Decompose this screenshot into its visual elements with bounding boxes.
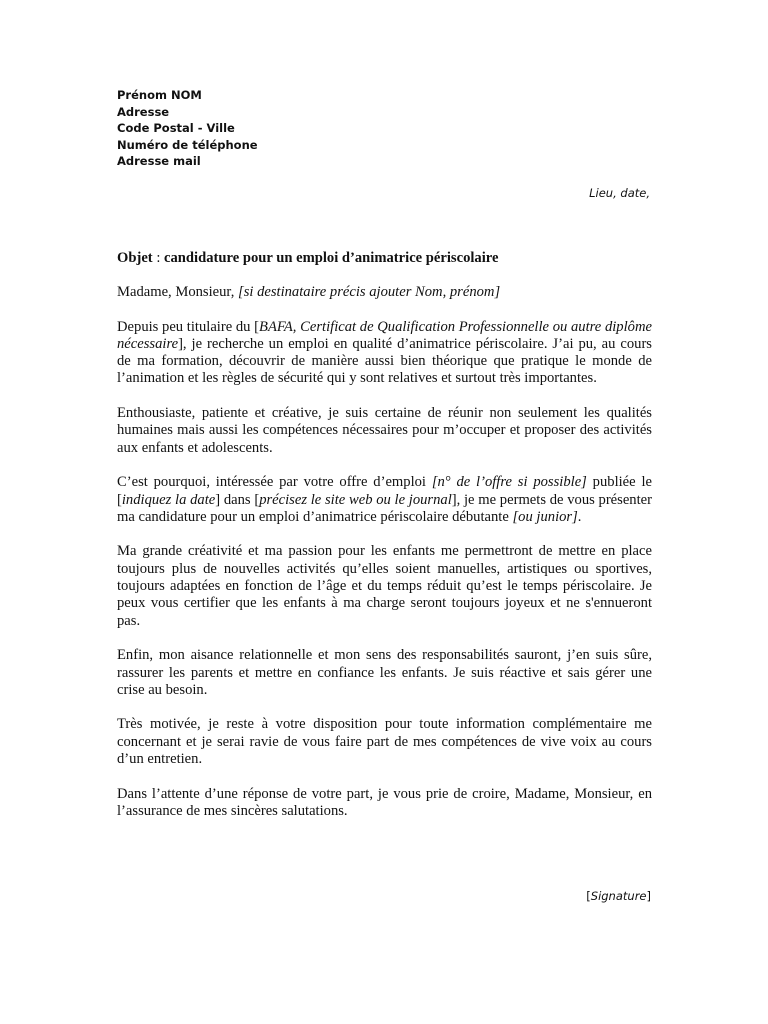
- paragraph-5: Enfin, mon aisance relationnelle et mon sens des responsabilités sauront, j’en suis sûre, rassurer les parents et mettre en confiance les enfants. Je suis réactive et sais gérer une crise au besoin.: [117, 647, 652, 698]
- sender-email: Adresse mail: [117, 154, 201, 168]
- subject-text: candidature pour un emploi d’animatrice périscolaire: [164, 250, 499, 266]
- paragraph-4: Ma grande créativité et ma passion pour les enfants me permettront de mettre en place toujours plus de nouvelles activités qu’elles soient manuelles, artistiques ou sportives, toujours adaptées en fonction de l’âge et du temps réduit qu’est le temps périscolaire. Je peux vous certifier que les enfants à ma charge seront toujours joyeux et ne s'ennueront pas.: [117, 543, 652, 629]
- sender-address: Adresse: [117, 104, 170, 119]
- place-date: Lieu, date,: [589, 186, 650, 200]
- paragraph-3-text-g: ], je me permets de vous présenter ma candidature pour un emploi d’animatrice périscolaire débutante: [117, 491, 652, 525]
- sender-phone: Numéro de téléphone: [117, 137, 258, 152]
- paragraph-3-placeholder-source: précisez le site web ou le journal: [259, 491, 452, 508]
- paragraph-3-placeholder-offer: [n° de l’offre si possible]: [431, 474, 587, 491]
- paragraph-3: [117, 474, 652, 526]
- salutation: [117, 284, 652, 301]
- paragraph-3-placeholder-level: [ou junior]: [512, 508, 578, 525]
- paragraph-3-text-a: C’est pourquoi, intéressée par votre offre d’emploi: [117, 474, 432, 491]
- sender-name: Prénom NOM: [117, 88, 202, 102]
- signature-placeholder: [586, 889, 651, 903]
- signature-open-bracket: [: [586, 889, 591, 903]
- paragraph-2: Enthousiaste, patiente et créative, je suis certaine de réunir non seulement les qualités humaines mais aussi les compétences nécessaires pour m’occuper et proposer des activités aux enfants et adolescents.: [117, 405, 652, 456]
- paragraph-1-text-c: ], je recherche un emploi en qualité d’animatrice périscolaire. J’ai pu, au cours de ma formation, découvrir de manière aussi bien théorique que pratique le monde de l’animation et les règles de sécurité qui y sont relatives et surtout très importantes.: [117, 335, 652, 387]
- paragraph-3-placeholder-date: indiquez la date: [121, 491, 216, 508]
- paragraph-3-text-i: .: [577, 508, 582, 525]
- salutation-text: Madame, Monsieur,: [117, 284, 239, 301]
- sender-block: [117, 87, 258, 170]
- paragraph-3-text-c: publiée le [: [117, 474, 652, 508]
- paragraph-7: Dans l’attente d’une réponse de votre part, je vous prie de croire, Madame, Monsieur, en l’assurance de mes sincères salutations.: [117, 785, 652, 819]
- paragraph-1-text-a: Depuis peu titulaire du [: [117, 318, 260, 335]
- paragraph-3-text-e: ] dans [: [215, 491, 260, 508]
- subject-label: Objet: [117, 250, 153, 266]
- paragraph-6: Très motivée, je reste à votre disposition pour toute information complémentaire me concernant et je serai ravie de vous faire part de mes compétences de vive voix au cours d’un entretien.: [117, 716, 652, 768]
- paragraph-1: [117, 319, 652, 388]
- letter-body: [117, 250, 652, 820]
- sender-postal-city: Code Postal - Ville: [117, 121, 235, 135]
- subject-separator: :: [152, 250, 165, 266]
- subject-line: [117, 250, 652, 267]
- salutation-placeholder: [si destinataire précis ajouter Nom, prénom]: [238, 284, 501, 301]
- paragraph-1-placeholder-diploma: BAFA, Certificat de Qualification Professionnelle ou autre diplôme nécessaire: [117, 318, 652, 352]
- signature-text: Signature: [590, 889, 647, 903]
- signature-close-bracket: ]: [646, 889, 651, 903]
